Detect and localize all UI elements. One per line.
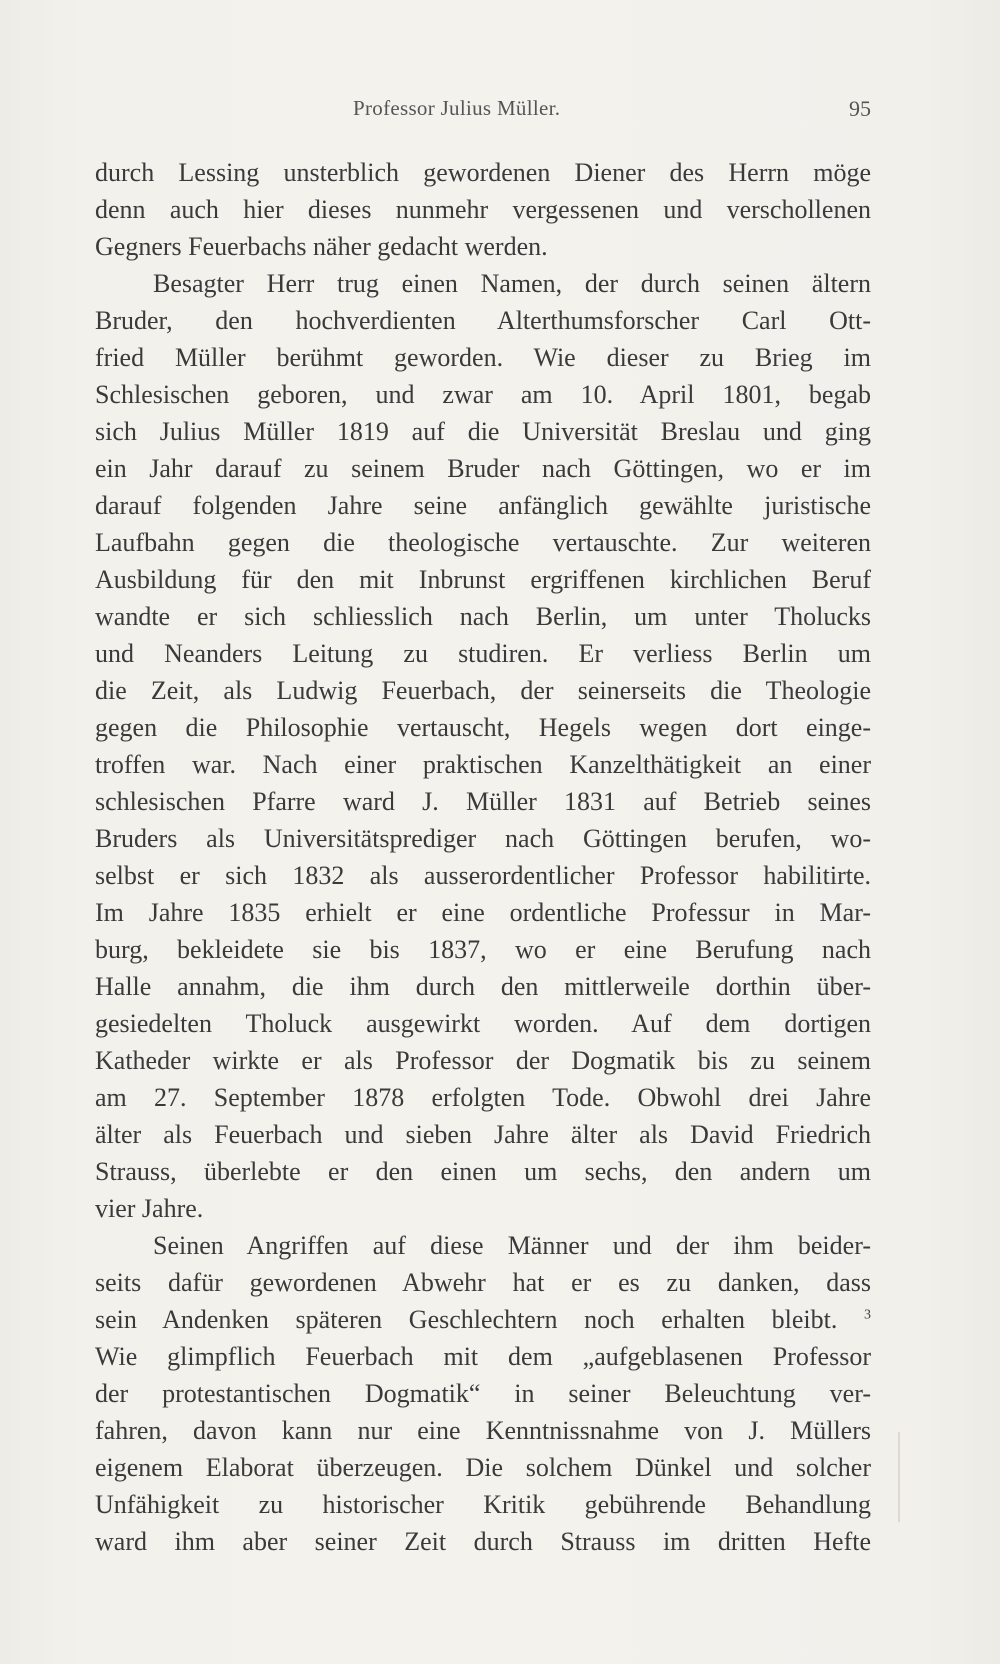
text-line: gesiedelten Tholuck ausgewirkt worden. Auf dem dortigen bbox=[95, 1009, 871, 1038]
text-line: durch Lessing unsterblich gewordenen Diener des Herrn möge bbox=[95, 158, 871, 187]
text-line: seits dafür gewordenen Abwehr hat er es zu danken, dass bbox=[95, 1268, 871, 1297]
text-line: Bruders als Universitätsprediger nach Göttingen berufen, wo- bbox=[95, 824, 871, 853]
text-line: eigenem Elaborat überzeugen. Die solchem Dünkel und solcher bbox=[95, 1453, 871, 1482]
text-line: wandte er sich schliesslich nach Berlin, um unter Tholucks bbox=[95, 602, 871, 631]
text-line: vier Jahre. bbox=[95, 1194, 204, 1223]
text-line: Wie glimpflich Feuerbach mit dem „aufgeblasenen Professor bbox=[95, 1342, 871, 1371]
text-line: troffen war. Nach einer praktischen Kanzelthätigkeit an einer bbox=[95, 750, 871, 779]
text-line: gegen die Philosophie vertauscht, Hegels wegen dort einge- bbox=[95, 713, 871, 742]
text-line: Halle annahm, die ihm durch den mittlerweile dorthin über- bbox=[95, 972, 871, 1001]
text-line: fried Müller berühmt geworden. Wie dieser zu Brieg im bbox=[95, 343, 871, 372]
text-line: Laufbahn gegen die theologische vertauschte. Zur weiteren bbox=[95, 528, 871, 557]
text-line: burg, bekleidete sie bis 1837, wo er eine Berufung nach bbox=[95, 935, 871, 964]
running-title: Professor Julius Müller. bbox=[353, 96, 561, 120]
text-line: fahren, davon kann nur eine Kenntnissnahme von J. Müllers bbox=[95, 1416, 871, 1445]
text-line: Seinen Angriffen auf diese Männer und der ihm beider- bbox=[153, 1231, 871, 1260]
text-line: darauf folgenden Jahre seine anfänglich gewählte juristische bbox=[95, 491, 871, 520]
text-line: Im Jahre 1835 erhielt er eine ordentliche Professur in Mar- bbox=[95, 898, 871, 927]
page-number: 95 bbox=[849, 96, 871, 121]
text-line-content: sein Andenken späteren Geschlechtern noch erhalten bleibt. bbox=[95, 1305, 838, 1334]
text-line: Katheder wirkte er als Professor der Dogmatik bis zu seinem bbox=[95, 1046, 871, 1075]
text-line: denn auch hier dieses nunmehr vergessenen und verschollenen bbox=[95, 195, 871, 224]
text-line: älter als Feuerbach und sieben Jahre älter als David Friedrich bbox=[95, 1120, 871, 1149]
text-line bbox=[95, 1301, 871, 1338]
text-line: Ausbildung für den mit Inbrunst ergriffenen kirchlichen Beruf bbox=[95, 565, 871, 594]
text-line: Besagter Herr trug einen Namen, der durch seinen ältern bbox=[153, 269, 871, 298]
text-line: am 27. September 1878 erfolgten Tode. Obwohl drei Jahre bbox=[95, 1083, 871, 1112]
text-line: Schlesischen geboren, und zwar am 10. April 1801, begab bbox=[95, 380, 871, 409]
margin-mark bbox=[898, 1432, 900, 1522]
text-line: und Neanders Leitung zu studiren. Er verliess Berlin um bbox=[95, 639, 871, 668]
text-line: Unfähigkeit zu historischer Kritik gebührende Behandlung bbox=[95, 1490, 871, 1519]
text-line: ein Jahr darauf zu seinem Bruder nach Göttingen, wo er im bbox=[95, 454, 871, 483]
text-line: schlesischen Pfarre ward J. Müller 1831 auf Betrieb seines bbox=[95, 787, 871, 816]
text-line: selbst er sich 1832 als ausserordentlicher Professor habilitirte. bbox=[95, 861, 871, 890]
text-line: Bruder, den hochverdienten Alterthumsforscher Carl Ott- bbox=[95, 306, 871, 335]
body-text bbox=[95, 154, 871, 1560]
text-line: der protestantischen Dogmatik“ in seiner Beleuchtung ver- bbox=[95, 1379, 871, 1408]
footnote-marker: 3 bbox=[864, 1307, 872, 1323]
text-line: sich Julius Müller 1819 auf die Universität Breslau und ging bbox=[95, 417, 871, 446]
text-line: die Zeit, als Ludwig Feuerbach, der seinerseits die Theologie bbox=[95, 676, 871, 705]
text-line: Strauss, überlebte er den einen um sechs, den andern um bbox=[95, 1157, 871, 1186]
text-line: ward ihm aber seiner Zeit durch Strauss im dritten Hefte bbox=[95, 1527, 871, 1556]
page-header bbox=[95, 96, 871, 132]
text-line: Gegners Feuerbachs näher gedacht werden. bbox=[95, 232, 548, 261]
